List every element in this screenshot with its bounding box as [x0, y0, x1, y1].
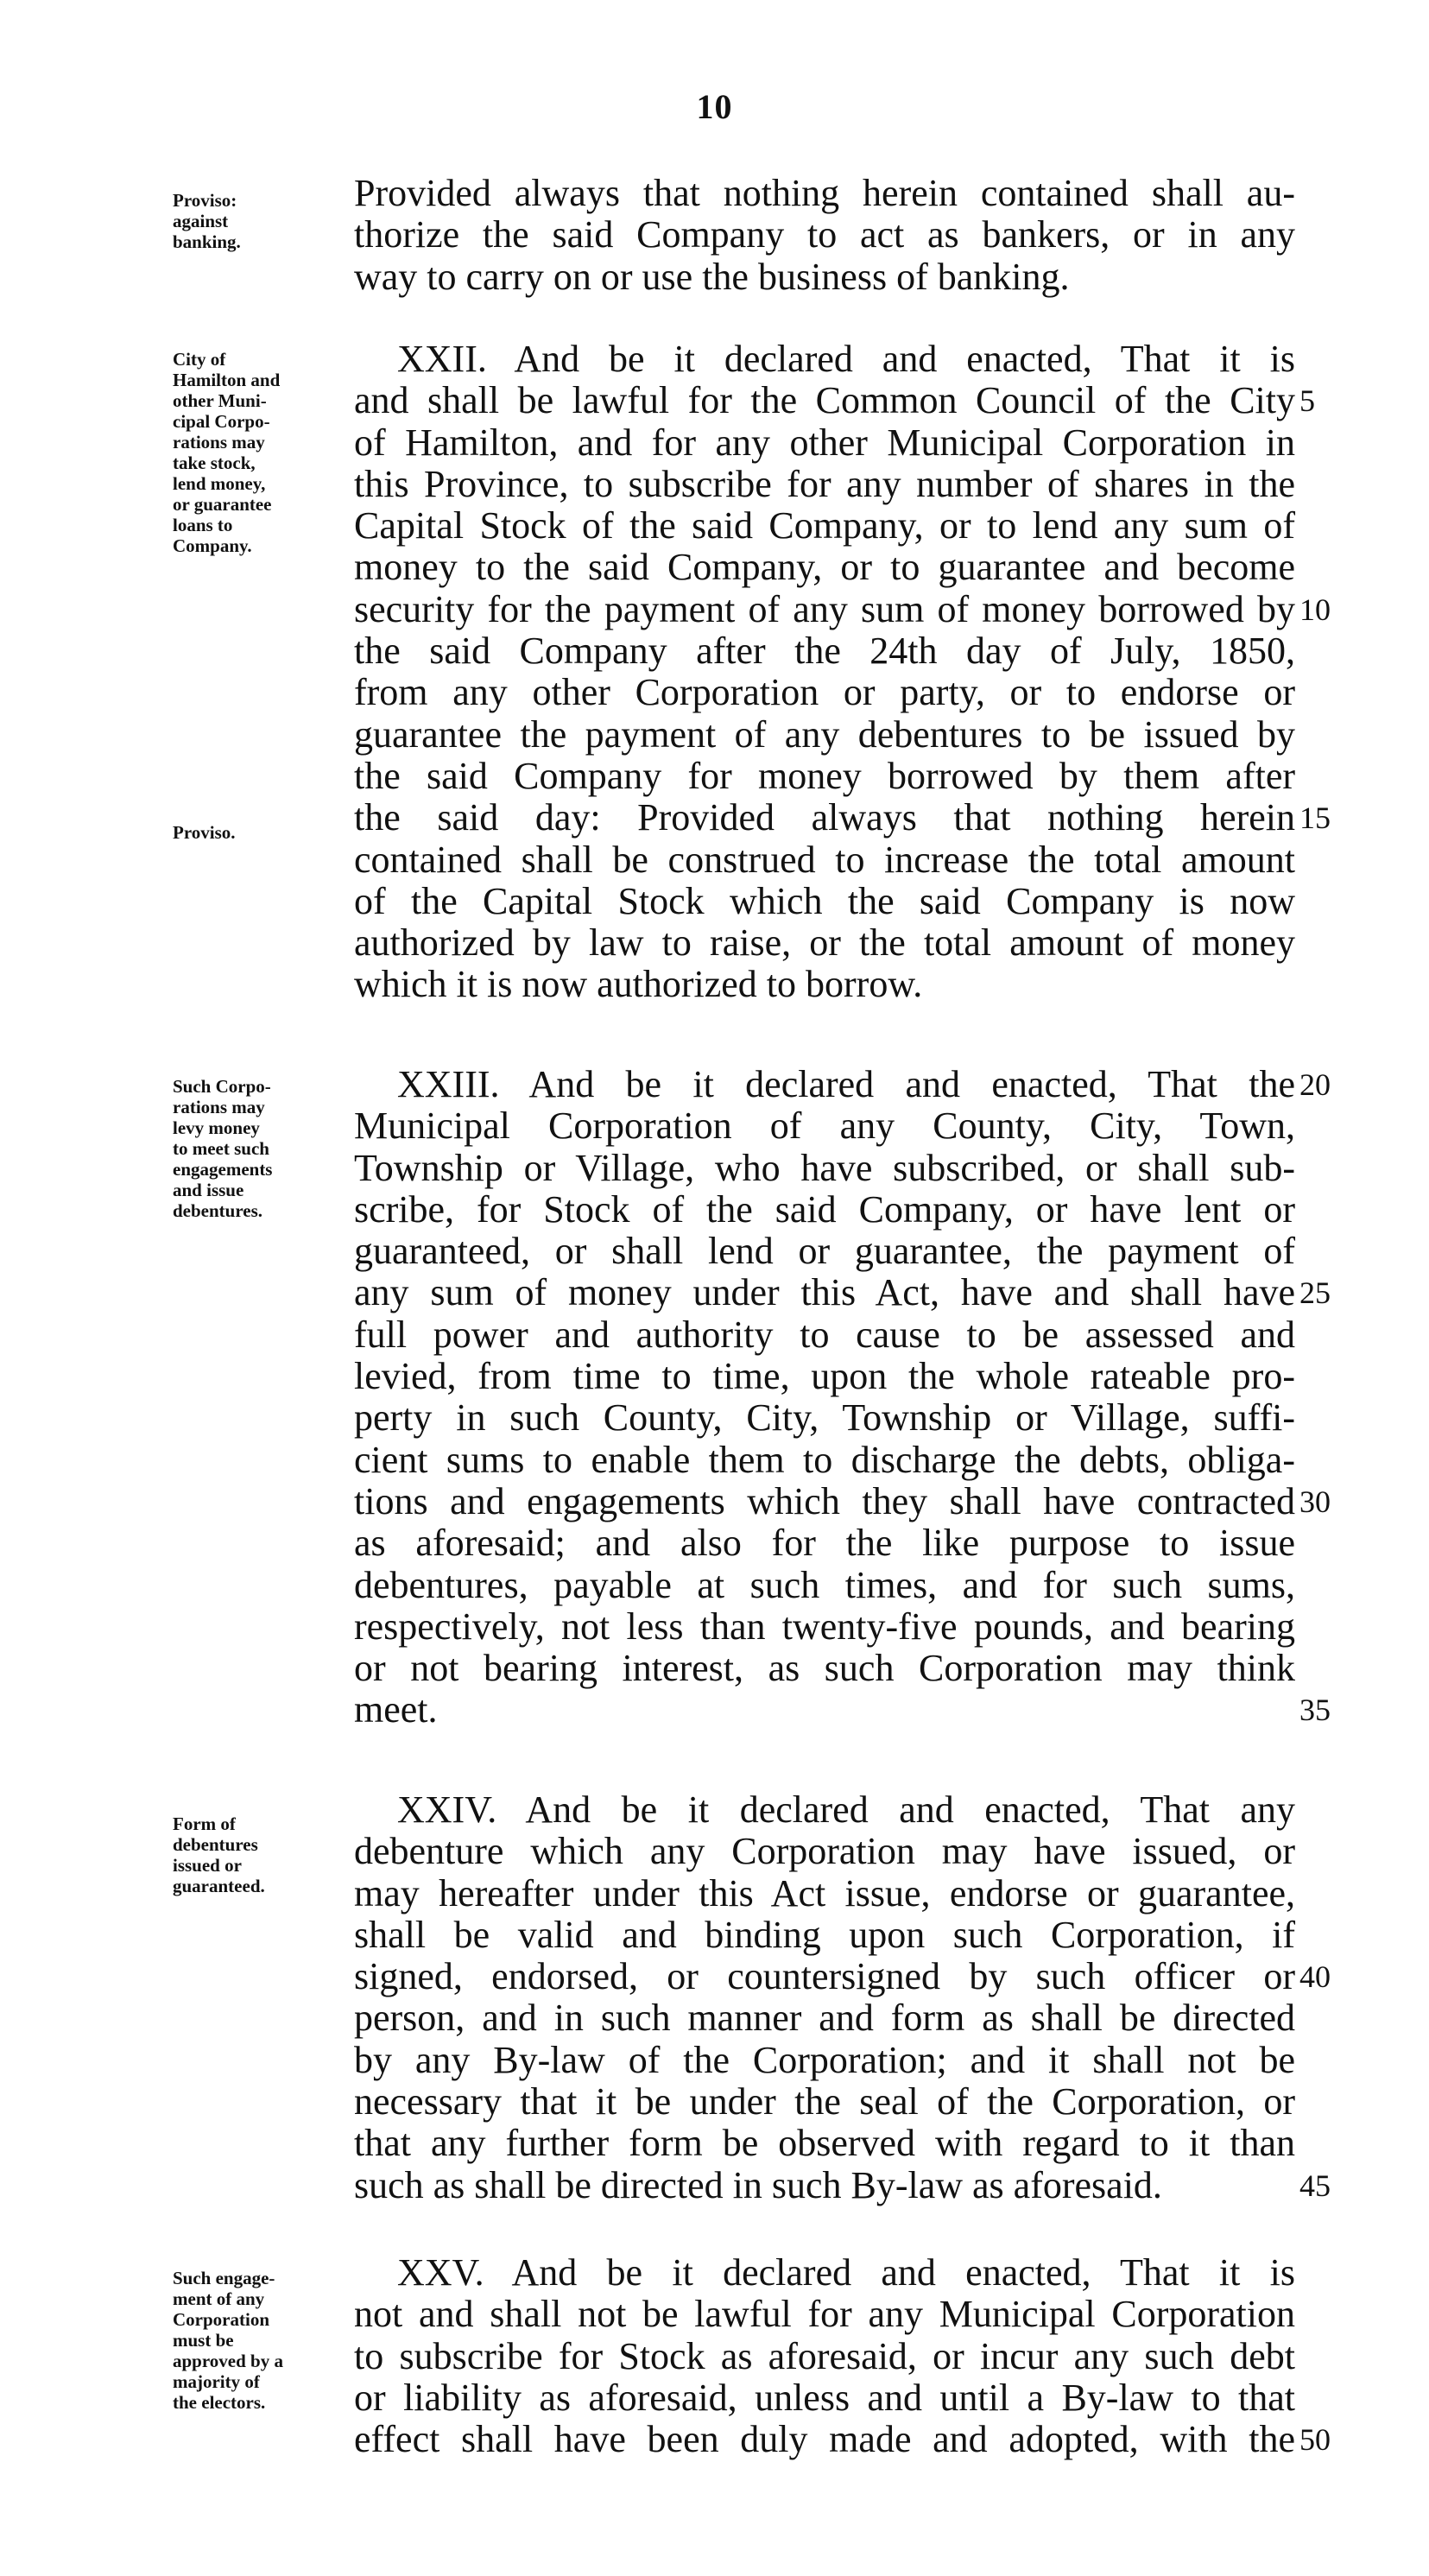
text-line: guarantee the payment of any debentures to be issued by [354, 712, 1295, 756]
text-line: XXV. And be it declared and enacted, That it is [397, 2251, 1295, 2294]
line-number: 15 [1299, 801, 1331, 835]
margin-note-line: Form of [173, 1813, 236, 1834]
text-line: or liability as aforesaid, unless and until a By-law to that [354, 2376, 1295, 2419]
margin-note-line: issued or [173, 1855, 242, 1876]
text-line: by any By-law of the Corporation; and it shall not be [354, 2038, 1295, 2081]
margin-note-line: and issue [173, 1180, 244, 1200]
text-line: money to the said Company, or to guarantee and become [354, 546, 1295, 589]
margin-note [173, 2268, 345, 2413]
text-line: may hereafter under this Act issue, endorse or guarantee, [354, 1871, 1295, 1915]
margin-note-line: Corporation [173, 2309, 269, 2330]
margin-note-line: approved by a [173, 2351, 283, 2371]
text-line: effect shall have been duly made and adopted, with the [354, 2418, 1295, 2461]
margin-note-line: City of [173, 349, 226, 370]
text-line: security for the payment of any sum of money borrowed by [354, 587, 1295, 630]
margin-note-line: debentures [173, 1834, 258, 1855]
text-line: levied, from time to time, upon the whole rateable pro- [354, 1355, 1295, 1398]
margin-note-line: Hamilton and [173, 370, 281, 390]
margin-note-line: must be [173, 2330, 234, 2351]
margin-note-line: other Muni- [173, 390, 267, 411]
line-number: 25 [1299, 1275, 1331, 1310]
line-number: 20 [1299, 1067, 1331, 1102]
text-line: Municipal Corporation of any County, City, Town, [354, 1104, 1295, 1148]
margin-note [173, 1813, 345, 1896]
text-line: meet. [354, 1688, 438, 1731]
text-line: from any other Corporation or party, or to endorse or [354, 671, 1295, 714]
margin-note-line: loans to [173, 515, 233, 535]
text-line: of the Capital Stock which the said Company is now [354, 879, 1295, 922]
margin-note-line: guaranteed. [173, 1876, 265, 1896]
margin-note-line: Proviso. [173, 822, 236, 843]
text-line: that any further form be observed with regard to it than [354, 2122, 1295, 2165]
line-number: 35 [1299, 1693, 1331, 1727]
text-line: tions and engagements which they shall have contracted [354, 1479, 1295, 1522]
text-line: way to carry on or use the business of banking. [354, 255, 1070, 298]
text-line: the said Company for money borrowed by them after [354, 754, 1295, 797]
text-line: or not bearing interest, as such Corporation may think [354, 1647, 1295, 1690]
text-line: cient sums to enable them to discharge the debts, obliga- [354, 1438, 1295, 1481]
margin-note-line: cipal Corpo- [173, 411, 270, 432]
margin-note-line: take stock, [173, 453, 256, 473]
text-line: this Province, to subscribe for any number of shares in the [354, 462, 1295, 505]
text-line: any sum of money under this Act, have and shall have [354, 1271, 1295, 1314]
margin-note-line: Such Corpo- [173, 1076, 271, 1097]
line-number: 30 [1299, 1484, 1331, 1519]
text-line: person, and in such manner and form as shall be directed [354, 1997, 1295, 2040]
margin-note-line: Company. [173, 535, 252, 556]
text-line: as aforesaid; and also for the like purpose to issue [354, 1522, 1295, 1565]
text-line: XXIII. And be it declared and enacted, That the [397, 1063, 1295, 1105]
margin-note [173, 190, 345, 252]
text-line: respectively, not less than twenty-five pounds, and bearing [354, 1604, 1295, 1648]
line-number: 50 [1299, 2422, 1331, 2457]
margin-note-line: rations may [173, 432, 265, 453]
text-line: scribe, for Stock of the said Company, or have lent or [354, 1187, 1295, 1231]
margin-note-line: banking. [173, 231, 241, 252]
paragraph [354, 2252, 1295, 2460]
margin-note-line: ment of any [173, 2288, 265, 2309]
text-line: debentures, payable at such times, and for such sums, [354, 1563, 1295, 1606]
margin-note-line: debentures. [173, 1200, 263, 1221]
text-line: perty in such County, City, Township or Village, suffi- [354, 1396, 1295, 1440]
text-line: full power and authority to cause to be assessed and [354, 1313, 1295, 1356]
paragraph [354, 173, 1295, 298]
margin-note-line: Proviso: [173, 190, 237, 211]
margin-note-line: or guarantee [173, 494, 272, 515]
paragraph [354, 339, 1295, 1006]
text-line: authorized by law to raise, or the total amount of money [354, 921, 1295, 965]
margin-note-line: to meet such [173, 1138, 269, 1159]
margin-note-line: engagements [173, 1159, 273, 1180]
margin-note-proviso [173, 822, 345, 843]
text-line: debenture which any Corporation may have issued, or [354, 1830, 1295, 1873]
text-line: necessary that it be under the seal of the Corporation, or [354, 2080, 1295, 2123]
text-line: the said day: Provided always that nothing herein [354, 796, 1295, 839]
margin-note-line: majority of [173, 2371, 260, 2392]
text-line: Provided always that nothing herein contained shall au- [354, 172, 1295, 214]
text-line: thorize the said Company to act as bankers, or in any [354, 213, 1295, 256]
text-line: which it is now authorized to borrow. [354, 963, 923, 1006]
text-line: and shall be lawful for the Common Council of the City [354, 379, 1295, 422]
line-number: 5 [1299, 383, 1315, 418]
paragraph [354, 1064, 1295, 1731]
margin-note [173, 1076, 345, 1221]
text-line: of Hamilton, and for any other Municipal Corporation in [354, 421, 1295, 464]
text-line: signed, endorsed, or countersigned by such officer or [354, 1955, 1295, 1998]
line-number: 45 [1299, 2168, 1331, 2203]
line-number: 10 [1299, 592, 1331, 627]
margin-note-line: Such engage- [173, 2268, 275, 2288]
margin-note [173, 349, 345, 556]
text-line: Township or Village, who have subscribed, or shall sub- [354, 1146, 1295, 1189]
text-line: to subscribe for Stock as aforesaid, or incur any such debt [354, 2334, 1295, 2377]
text-line: such as shall be directed in such By-law as aforesaid. [354, 2163, 1162, 2206]
margin-note-line: the electors. [173, 2392, 266, 2413]
paragraph [354, 1789, 1295, 2206]
margin-note-line: levy money [173, 1117, 260, 1138]
margin-note-line: rations may [173, 1097, 265, 1117]
text-line: shall be valid and binding upon such Corporation, if [354, 1913, 1295, 1956]
text-line: Capital Stock of the said Company, or to lend any sum of [354, 504, 1295, 547]
text-line: not and shall not be lawful for any Municipal Corporation [354, 2293, 1295, 2336]
page-number: 10 [696, 87, 733, 126]
text-line: contained shall be construed to increase the total amount [354, 838, 1295, 881]
line-number: 40 [1299, 1959, 1331, 1994]
margin-note-line: against [173, 211, 229, 231]
text-line: XXIV. And be it declared and enacted, That any [397, 1788, 1295, 1831]
text-line: guaranteed, or shall lend or guarantee, the payment of [354, 1230, 1295, 1273]
text-line: the said Company after the 24th day of July, 1850, [354, 630, 1295, 673]
text-line: XXII. And be it declared and enacted, That it is [397, 338, 1295, 380]
margin-note-line: lend money, [173, 473, 266, 494]
